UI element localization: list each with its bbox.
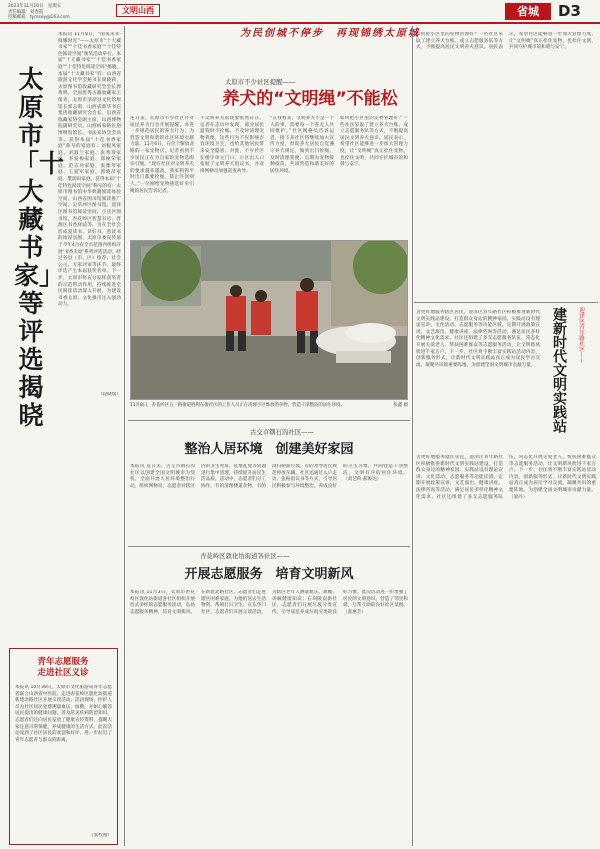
volunteer-kicker: 杏花岭区敦化坊街道各社区—— — [200, 552, 290, 560]
section-tag: 省城 — [505, 3, 551, 20]
right-top-text: 如何把小区里的宠物管理好？一些社区采取了建立养犬台账、成立志愿服务队等方式，不断提高居民文明养犬意识。居民表示，希望社区能够进一步加大管理力度，让“文明绳”真正拴住宠物，也拴住文明，共同守护城市的和谐与安宁。 — [416, 32, 596, 51]
yingze-lead-text: 为更好地服务辖区居民，迎泽区青年路社区积极推进新时代文明实践站建设，打造群众身边的精神家园。实践站设有理论宣讲、文化活动、志愿服务等功能区域，定期开展政策宣讲、文艺演出、健康讲座、法律咨询等活动，满足居民多样化精神文化需求。社区还组建了多支志愿服务队伍，常态化开展关爱老人、帮扶困难群众等志愿服务活动，让文明新风吹进千家万户。下一步，社区将不断丰富实践站活动内容，创新服务形式，让新时代文明实践站真正成为居民学习交流、凝聚共识的重要阵地，为创建全国文明城市贡献力量。 — [416, 310, 540, 368]
news-photo — [130, 240, 408, 400]
redbox-title-1: 青年志愿服务 — [37, 657, 89, 667]
photo-caption — [130, 403, 408, 417]
column-divider-right — [412, 26, 413, 846]
page-number: D3 — [558, 2, 581, 20]
dogs-col2-text: 不文明养犬的现象依然存在。记者在走访中发现，部分居民遛狗时不拴绳、不及时清理宠物粪便，这些行为不仅影响市容环境卫生，也给其他居民带来安全隐患。对此，不少社区在楼宇单元门口、小区出入口张贴了文明养犬倡议书，并安排网格员加强巡查劝导。 — [200, 116, 264, 174]
lead-byline: （段晓瑞） — [98, 392, 121, 397]
dogs-kicker: 太原市不少社区提醒—— — [225, 78, 296, 86]
volunteer-headline: 开展志愿服务 培育文明新风 — [184, 567, 354, 582]
dogs-col-4 — [340, 116, 408, 236]
yingze-kicker: 迎泽区青年路社区—— — [578, 307, 584, 363]
housing-kicker: 古交市钢石沟社区—— — [250, 428, 314, 436]
masthead-info — [8, 4, 70, 21]
lead-vertical-headline — [14, 65, 65, 430]
newspaper-logo: 文明山西 — [116, 4, 160, 17]
yingze-body — [416, 455, 596, 840]
lead-story-body-cont — [10, 392, 121, 644]
yingze-vertical-head — [545, 307, 589, 447]
redbox-body — [15, 685, 112, 835]
header-rule — [0, 22, 600, 24]
photo-caption-text: 11月8日，杏花岭区五一路街道胜利东街社区的工作人员正在清理小区堆放的杂物，营造干净整洁的居住环境。 — [130, 403, 345, 408]
editor-line: 责任编辑：刘春霞 — [8, 9, 44, 15]
page-banner: 为民创城不停步 再现锦绣太原城 — [240, 28, 420, 39]
housing-headline: 整治人居环境 创建美好家园 — [184, 442, 354, 457]
volunteer-clinic-box — [9, 648, 118, 845]
redbox-title-2: 走进社区义诊 — [37, 668, 89, 678]
housing-body — [130, 464, 408, 542]
date-line: 2023年11月10日 星期五 — [8, 4, 62, 9]
right-divider — [414, 302, 598, 303]
dogs-col-1 — [130, 116, 194, 236]
lead-story-body — [58, 32, 121, 392]
yingze-byline: （梁丹） — [509, 494, 528, 500]
yingze-lead-body — [416, 310, 540, 450]
right-column-top — [416, 32, 596, 302]
dogs-col-3 — [270, 116, 334, 236]
volunteer-body-text: 本报讯 11月3日，太原市杏花岭区敦化坊街道各社区组织开展形式多样的志愿服务活动，弘扬志愿服务精神，培育文明新风。在新建北路社区，志愿者们走进辖区困难家庭，为他们送去生活物资，帮助打扫卫生；在东华门社区，志愿者们开展义诊活动，为辖区老年人测量血压、血糖，讲解健康知识；在坝陵南街社区，志愿者们开展垃圾分类宣传，引导居民养成垃圾分类的良好习惯。此次活动进一步增强了居民的文明意识，营造了邻里和谐、互帮互助的良好社区氛围。 — [130, 590, 408, 615]
column-divider — [124, 26, 125, 846]
dogs-col4-text: 如何把小区里的宠物管理好？一些社区采取了建立养犬台账、成立志愿服务队等方式，不断提高居民文明养犬意识。居民表示，希望社区能够进一步加大管理力度，让“文明绳”真正拴住宠物，也拴住文明，共同守护城市的和谐与安宁。 — [340, 116, 408, 168]
yingze-headline: 建新时代文明实践站 — [551, 307, 567, 433]
volunteer-body — [130, 590, 408, 840]
dogs-col1-text: 连日来，太原市不少社区针对居民养犬行为开展提醒，并进一步规范居民的养犬行为，为营造文明和谐的社区环境贡献力量。11月6日，在位于解放北路的一家宠物店，记者看到不少居民正在为自家的宠物选购牵引绳。“现在社区对文明养犬的要求越来越高，我家狗狗平时出门都要拴绳，防止吓到别人。”一位刚给宠物挑选好牵引绳的居民告诉记者。 — [130, 116, 194, 194]
photo-scene-icon — [131, 241, 408, 400]
lead-headline-text: 太原市「十大藏书家」等评选揭晓 — [14, 65, 65, 430]
dogs-headline: 养犬的“文明绳”不能松 — [222, 89, 398, 109]
lead-body-text: 本报讯 11月8日，“阅见未来·阅耀时光”——太原市“十大藏书家”“十佳书香家庭”“十佳特色阅读空间”颁奖活动举行。本届“十大藏书家”“十佳书香家庭”“十佳特色阅读空间”揭晓。本届“十大藏书家”有：山西省旅游文化学会秘书长梁晓莉，太原图书馆收藏研究会会长郭黄明，全国优秀古籍收藏家王保青，太原市清徐县文化馆原馆长郭志明，山西省新华书店集团收藏研究会会长、山西省收藏家协会副主席，山西博物院副研究员、山西杨家峪民俗博物馆馆长、书法家协会会员等。获得本届“十佳书香家庭”称号的家庭有：刘根凤家庭、刘淑兰家庭、张秀珍家庭、李爱梅家庭、郑俊荣家庭、范志功家庭、张雅琴家庭、王爱军家庭、郭晓萍家庭、樊润田家庭。获得本届“十佳特色阅读空间”称号的有：太原市图书馆中华典籍阅读体验空间、山西省图书馆阅读推广空间、尖草坪区图书馆、迎泽区图书馆阅读空间、小店区图书馆、杏花岭区智慧书房、晋源区书香驿站等。为在全社会形成爱读书、读好书、善读书的浓厚氛围，太原市委宣传部于今年4月在全市范围内组织开展‘书香太原’系列评选活动，经过各县（市、区）推荐、社会公示、专家评审等环节，最终评选产生本届获奖名单。下一步，太原市将充分发挥获奖者的示范带动作用，持续推进全民阅读活动深入开展，为建设书香太原、文化强市注入强劲动力。 — [58, 32, 121, 308]
housing-body-text: 本报讯 连日来，古交市钢石沟社区以创建全国文明城市为契机，全面开展人居环境整治行动，组织网格员、志愿者对辖区内的卫生死角、乱堆乱放等问题进行集中清理，持续提升居民生活品质。活动中，志愿者们分工协作，有的清理楼道杂物，有的清扫路面垃圾，有的劝导居民规范停放车辆。社区还通过入户走访、张贴倡议书等方式，引导居民积极参与环境整治，养成良好的卫生习惯，共同营造干净整洁、文明有序的居住环境。 — [130, 464, 408, 489]
dogs-col-2 — [200, 116, 264, 236]
yingze-body-text: 为更好地服务辖区居民，迎泽区青年路社区积极推进新时代文明实践站建设，打造群众身边的精神家园。实践站设有理论宣讲、文化活动、志愿服务等功能区域，定期开展政策宣讲、文艺演出、健康讲座、法律咨询等活动，满足居民多样化精神文化需求。社区还组建了多支志愿服务队伍，常态化开展关爱老人、帮扶困难群众等志愿服务活动，让文明新风吹进千家万户。下一步，社区将不断丰富实践站活动内容，创新服务形式，让新时代文明实践站真正成为居民学习交流、凝聚共识的重要阵地，为创建全国文明城市贡献力量。 — [416, 455, 596, 500]
photo-credit: 张鑫 摄 — [393, 403, 408, 408]
redbox-body-text: 本报讯 10月30日，太原市文化旅游局青年志愿者联合山西省中医院，走进杏花岭区敦化坊街道新建北路社区开展义诊活动。活动现场，医护人员为社区居民免费测量血压、血糖，并耐心解答居民提出的健康问题，普及常见疾病防治知识。志愿者们还向居民发放了健康宣传资料，提醒大家注意日常保健，养成健康的生活方式。此次活动受到了社区居民的欢迎和好评，进一步拉近了青年志愿者与群众的距离。 — [15, 685, 112, 743]
housing-byline: （刘艺荷 郝俊达） — [343, 477, 382, 483]
dogs-col3-text: “在我看来，文明养犬不是一个人的事，需要每一个养犬人共同维护。”社区网格员告诉记者，接下来社区将继续加大宣传力度，督促养犬居民自觉遵守养犬规定，做到出门拴绳、及时清理粪便、定期为宠物接种疫苗，共同营造和谐美好的居住环境。 — [270, 116, 334, 174]
volunteer-byline: （张惠芳） — [343, 609, 366, 615]
section-divider-2 — [128, 546, 410, 547]
section-divider — [128, 420, 410, 421]
redbox-byline: （张程燕） — [89, 833, 112, 839]
mail-line: 投稿邮箱：tymsey@163.com — [8, 15, 70, 21]
